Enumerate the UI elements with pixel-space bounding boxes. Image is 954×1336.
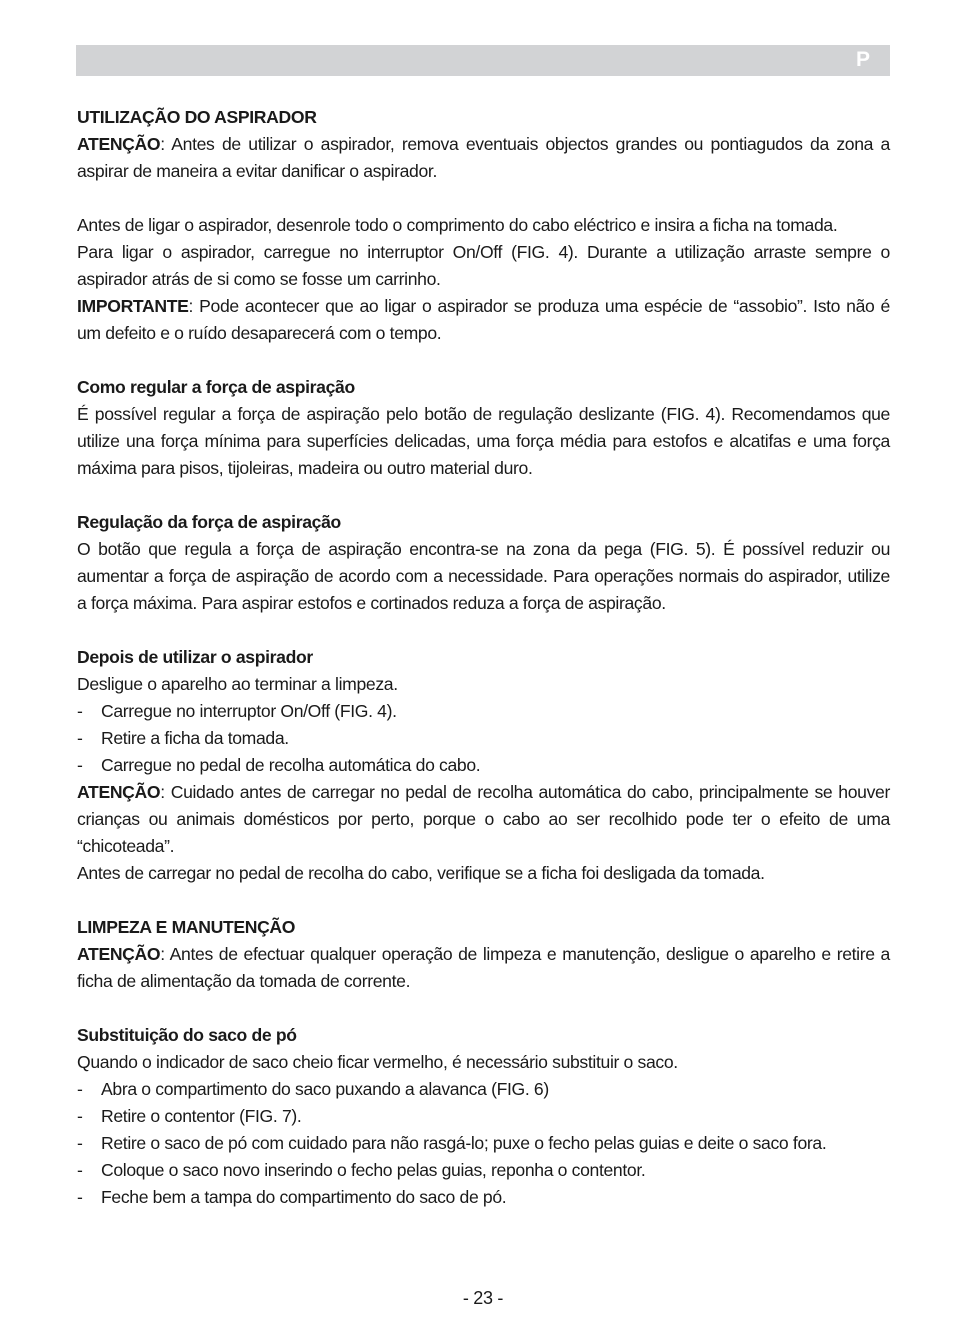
list-item: - Coloque o saco novo inserindo o fecho pelas guias, reponha o contentor.: [77, 1157, 890, 1184]
list-marker: -: [77, 1079, 83, 1099]
paragraph: Antes de ligar o aspirador, desenrole todo o comprimento do cabo eléctrico e insira a ficha na tomada.: [77, 215, 838, 235]
important-label: IMPORTANTE: [77, 296, 189, 316]
header-bar: [76, 45, 890, 76]
paragraph: [77, 131, 890, 185]
paragraph: Quando o indicador de saco cheio ficar vermelho, é necessário substituir o saco.: [77, 1052, 678, 1072]
paragraph: Antes de carregar no pedal de recolha do cabo, verifique se a ficha foi desligada da tomada.: [77, 863, 765, 883]
list-item: - Abra o compartimento do saco puxando a alavanca (FIG. 6): [77, 1076, 890, 1103]
warning-label: ATENÇÃO: [77, 782, 161, 802]
paragraph: [77, 941, 890, 995]
paragraph: Desligue o aparelho ao terminar a limpeza.: [77, 674, 398, 694]
list-marker: -: [77, 755, 83, 775]
list-item: - Carregue no interruptor On/Off (FIG. 4).: [77, 698, 890, 725]
paragraph-text: : Pode acontecer que ao ligar o aspirador se produza uma espécie de “assobio”. Isto não é um defeito e o ruído desaparecerá com o tempo.: [77, 296, 890, 343]
paragraph: Para ligar o aspirador, carregue no interruptor On/Off (FIG. 4). Durante a utilização arraste sempre o aspirador atrás de si como se fosse um carrinho.: [77, 242, 890, 289]
list-item: - Retire o saco de pó com cuidado para não rasgá-lo; puxe o fecho pelas guias e deite o saco fora.: [77, 1130, 890, 1157]
section-title-substituicao: Substituição do saco de pó: [77, 1025, 297, 1045]
section-title-depois: Depois de utilizar o aspirador: [77, 647, 313, 667]
list-marker: -: [77, 1187, 83, 1207]
paragraph: [77, 779, 890, 860]
section-title-como-regular: Como regular a força de aspiração: [77, 377, 355, 397]
list-marker: -: [77, 1106, 83, 1126]
warning-label: ATENÇÃO: [77, 944, 161, 964]
paragraph: É possível regular a força de aspiração pelo botão de regulação deslizante (FIG. 4). Recomendamos que utilize una força mínima para superfícies delicadas, uma força média para estofos e alcatifas e uma força máxima para pisos, tijoleiras, madeira ou outro material duro.: [77, 404, 890, 478]
page-content: [77, 104, 890, 1211]
list-item: - Carregue no pedal de recolha automática do cabo.: [77, 752, 890, 779]
page-number: - 23 -: [462, 1288, 504, 1308]
paragraph: O botão que regula a força de aspiração encontra-se na zona da pega (FIG. 5). É possível reduzir ou aumentar a força de aspiração de acordo com a necessidade. Para operações normais do aspirador, utilize a força máxima. Para aspirar estofos e cortinados reduza a força de aspiração.: [77, 539, 890, 613]
paragraph: [77, 293, 890, 347]
paragraph-text: : Antes de utilizar o aspirador, remova eventuais objectos grandes ou pontiagudos da zona a aspirar de maneira a evitar danificar o aspirador.: [77, 134, 890, 181]
warning-label: ATENÇÃO: [77, 134, 161, 154]
section-title-limpeza: LIMPEZA E MANUTENÇÃO: [77, 917, 296, 937]
list-marker: -: [77, 1133, 83, 1153]
language-badge: P: [855, 48, 870, 71]
list-marker: -: [77, 728, 83, 748]
section-title-utilizacao: UTILIZAÇÃO DO ASPIRADOR: [77, 107, 317, 127]
list-item: - Retire o contentor (FIG. 7).: [77, 1103, 890, 1130]
list-item: - Retire a ficha da tomada.: [77, 725, 890, 752]
section-title-regulacao: Regulação da força de aspiração: [77, 512, 341, 532]
list-marker: -: [77, 1160, 83, 1180]
paragraph-text: : Antes de efectuar qualquer operação de limpeza e manutenção, desligue o aparelho e retire a ficha de alimentação da tomada de corrente.: [77, 944, 890, 991]
list-item: - Feche bem a tampa do compartimento do saco de pó.: [77, 1184, 890, 1211]
list-marker: -: [77, 701, 83, 721]
paragraph-text: : Cuidado antes de carregar no pedal de recolha automática do cabo, principalmente se houver crianças ou animais domésticos por perto, porque o cabo ao ser recolhido pode ter o efeito de uma “chicoteada”.: [77, 782, 890, 856]
